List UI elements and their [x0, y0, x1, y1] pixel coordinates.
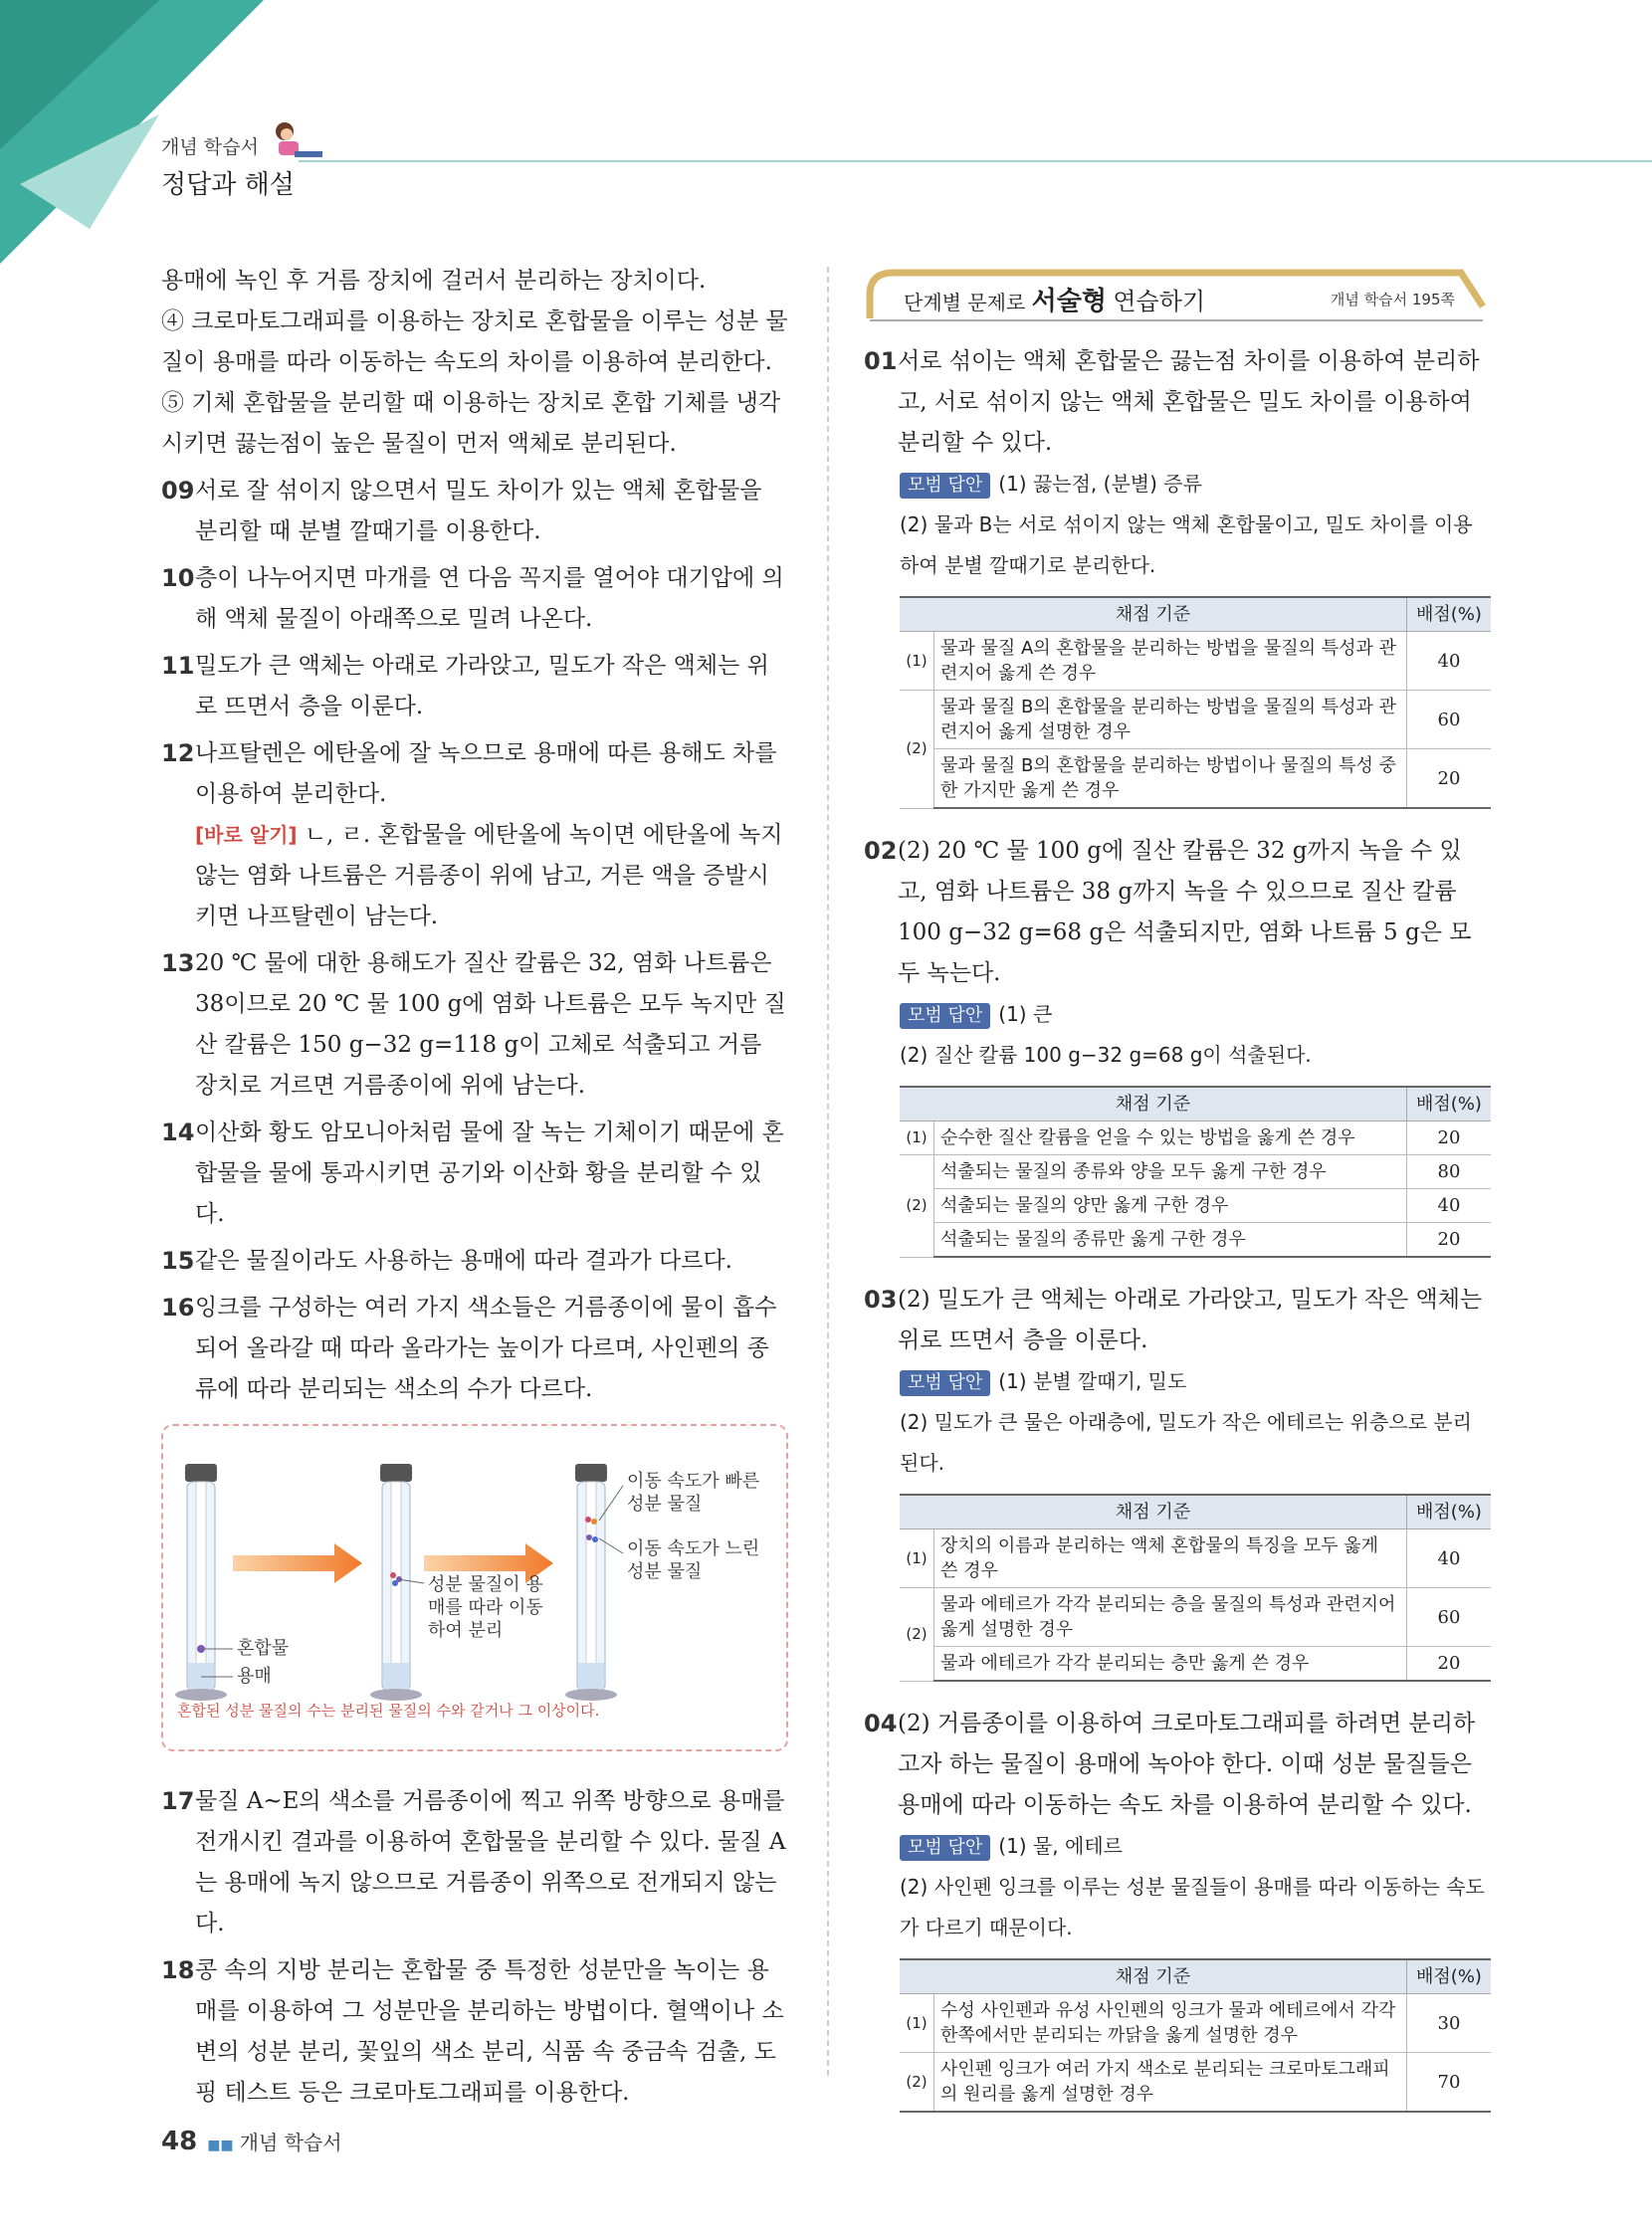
explanation-text: (2) 거름종이를 이용하여 크로마토그래피를 하려면 분리하고자 하는 물질이 용매에 녹아야 한다. 이때 성분 물질들은 용매에 따라 이동하는 속도 차를 이용하여 분리할 수 있다. — [898, 1711, 1476, 1818]
item-text: 층이 나누어지면 마개를 연 다음 꼭지를 열어야 대기압에 의해 액체 물질이 아래쪽으로 밀려 나온다. — [195, 565, 784, 632]
item-number: 10 — [161, 564, 195, 592]
item-text: 밀도가 큰 액체는 아래로 가라앉고, 밀도가 작은 액체는 위로 뜨면서 층을 이룬다. — [195, 653, 769, 719]
table-row — [900, 2053, 1491, 2113]
item-number: 15 — [161, 1247, 195, 1275]
criteria-header: 채점 기준 — [900, 1087, 1407, 1121]
answer-item-13 — [161, 943, 788, 1107]
right-column — [864, 341, 1491, 2135]
score-cell: 20 — [1407, 1647, 1492, 1682]
correction-text: ㄴ, ㄹ. 혼합물을 에탄올에 녹이면 에탄올에 녹지 않는 염화 나트륨은 거름종이 위에 남고, 거른 액을 증발시키면 나프탈렌이 남는다. — [195, 822, 783, 929]
scoring-table-01 — [900, 596, 1491, 809]
score-header: 배점(%) — [1407, 1495, 1492, 1529]
continued-text-1: 용매에 녹인 후 거름 장치에 걸러서 분리하는 장치이다. — [161, 268, 707, 294]
row-label: (2) — [900, 1588, 934, 1682]
item-number: 14 — [161, 1119, 195, 1146]
item-number: 13 — [161, 949, 195, 977]
row-label: (1) — [900, 1994, 934, 2053]
answer-item-12 — [161, 733, 788, 937]
answer-part-2: (2) 질산 칼륨 100 g−32 g=68 g이 석출된다. — [900, 1043, 1312, 1067]
item-number: 01 — [864, 347, 898, 375]
scoring-table-03 — [900, 1494, 1491, 1682]
mixture-label: 혼합물 — [237, 1638, 290, 1659]
square-bullets-icon: ■■ — [207, 2138, 234, 2153]
header-title: 개념 학습서 — [161, 136, 259, 158]
model-answer-03 — [864, 1361, 1491, 1484]
item-number: 02 — [864, 837, 898, 865]
item-number: 03 — [864, 1286, 898, 1314]
score-cell: 40 — [1407, 1529, 1492, 1588]
model-answer-badge: 모범 답안 — [900, 1370, 990, 1396]
continued-text-3: ⑤ 기체 혼합물을 분리할 때 이용하는 장치로 혼합 기체를 냉각시키면 끓는점이 높은 물질이 먼저 액체로 분리된다. — [161, 390, 781, 457]
score-cell: 80 — [1407, 1155, 1492, 1189]
score-cell: 40 — [1407, 1189, 1492, 1223]
row-label: (2) — [900, 691, 934, 809]
score-cell: 20 — [1407, 749, 1492, 809]
criteria-cell: 물과 물질 B의 혼합물을 분리하는 방법이나 물질의 특성 중 한 가지만 옳게 쓴 경우 — [934, 749, 1407, 809]
item-text: 20 ℃ 물에 대한 용해도가 질산 칼륨은 32, 염화 나트륨은 38이므로 20 ℃ 물 100 g에 염화 나트륨은 모두 녹지만 질산 칼륨은 150 g−32 g=118 g이 고체로 석출되고 거름 장치로 거르면 거름종이에 위에 남는다. — [195, 950, 786, 1099]
score-header: 배점(%) — [1407, 1087, 1492, 1121]
item-number: 11 — [161, 652, 195, 680]
criteria-header: 채점 기준 — [900, 1495, 1407, 1529]
item-text: 콩 속의 지방 분리는 혼합물 중 특정한 성분만을 녹이는 용매를 이용하여 그 성분만을 분리하는 방법이다. 혈액이나 소변의 성분 분리, 꽃잎의 색소 분리, 식품 속 중금속 검출, 도핑 테스트 등은 크로마토그래피를 이용한다. — [195, 1957, 784, 2106]
answer-item-15 — [161, 1241, 788, 1282]
question-01 — [864, 341, 1491, 464]
answer-part-2: (2) 밀도가 큰 물은 아래층에, 밀도가 작은 에테르는 위층으로 분리된다. — [900, 1410, 1472, 1475]
page-number: 48 — [161, 2127, 198, 2156]
item-number: 12 — [161, 739, 195, 767]
footer-label: 개념 학습서 — [239, 2131, 342, 2154]
score-cell: 30 — [1407, 1994, 1492, 2053]
score-cell: 60 — [1407, 1588, 1492, 1647]
model-answer-badge: 모범 답안 — [900, 1003, 990, 1029]
criteria-cell: 석출되는 물질의 양만 옳게 구한 경우 — [934, 1189, 1407, 1223]
criteria-cell: 수성 사인펜과 유성 사인펜의 잉크가 물과 에테르에서 각각 한쪽에서만 분리되는 까닭을 옳게 설명한 경우 — [934, 1994, 1407, 2053]
table-row — [900, 691, 1491, 749]
answer-part-1: (1) 큰 — [998, 1002, 1053, 1026]
criteria-header: 채점 기준 — [900, 597, 1407, 632]
model-answer-01 — [864, 464, 1491, 586]
score-cell: 20 — [1407, 1223, 1492, 1258]
section-title — [904, 281, 1205, 317]
answer-item-14 — [161, 1113, 788, 1235]
answer-item-16 — [161, 1288, 788, 1410]
item-number: 04 — [864, 1710, 898, 1737]
score-cell: 20 — [1407, 1121, 1492, 1155]
explanation-text: (2) 밀도가 큰 액체는 아래로 가라앉고, 밀도가 작은 액체는 위로 뜨면서 층을 이룬다. — [898, 1287, 1483, 1353]
criteria-cell: 물과 에테르가 각각 분리되는 층을 물질의 특성과 관련지어 옳게 설명한 경우 — [934, 1588, 1407, 1647]
table-row — [900, 1647, 1491, 1682]
item-number: 16 — [161, 1294, 195, 1322]
criteria-cell: 장치의 이름과 분리하는 액체 혼합물의 특징을 모두 옳게 쓴 경우 — [934, 1529, 1407, 1588]
answer-part-1: (1) 물, 에테르 — [998, 1834, 1123, 1858]
table-row — [900, 1155, 1491, 1189]
criteria-cell: 물과 물질 B의 혼합물을 분리하는 방법을 물질의 특성과 관련지어 옳게 설명한 경우 — [934, 691, 1407, 749]
table-row — [900, 749, 1491, 809]
page-footer — [161, 2127, 342, 2156]
question-03 — [864, 1280, 1491, 1361]
scoring-table-02 — [900, 1086, 1491, 1258]
correction-label: [바로 알기] — [195, 823, 298, 847]
explanation-text: (2) 20 ℃ 물 100 g에 질산 칼륨은 32 g까지 녹을 수 있고, 염화 나트륨은 38 g까지 녹을 수 있으므로 질산 칼륨 100 g−32 g=68 g은 석출되지만, 염화 나트륨 5 g은 모두 녹는다. — [898, 838, 1472, 986]
table-row — [900, 1529, 1491, 1588]
score-header: 배점(%) — [1407, 597, 1492, 632]
row-label: (1) — [900, 1529, 934, 1588]
section-title-pre: 단계별 문제로 — [904, 291, 1026, 314]
question-04 — [864, 1704, 1491, 1826]
answer-part-1: (1) 끓는점, (분별) 증류 — [998, 472, 1202, 496]
header-subtitle: 정답과 해설 — [161, 170, 295, 200]
figure-caption: 혼합된 성분 물질의 수는 분리된 물질의 수와 같거나 그 이상이다. — [177, 1702, 600, 1720]
score-cell: 70 — [1407, 2053, 1492, 2113]
answer-item-11 — [161, 646, 788, 727]
score-cell: 60 — [1407, 691, 1492, 749]
question-02 — [864, 831, 1491, 994]
criteria-cell: 순수한 질산 칼륨을 얻을 수 있는 방법을 옳게 쓴 경우 — [934, 1121, 1407, 1155]
table-row — [900, 1223, 1491, 1258]
item-text: 서로 잘 섞이지 않으면서 밀도 차이가 있는 액체 혼합물을 분리할 때 분별 깔때기를 이용한다. — [195, 478, 762, 544]
row-label: (2) — [900, 2053, 934, 2113]
table-row — [900, 1588, 1491, 1647]
table-row — [900, 1994, 1491, 2053]
table-row — [900, 1189, 1491, 1223]
criteria-cell: 물과 물질 A의 혼합물을 분리하는 방법을 물질의 특성과 관련지어 옳게 쓴 경우 — [934, 632, 1407, 691]
fast-component-label: 이동 속도가 빠른 성분 물질 — [627, 1471, 760, 1515]
header-rule — [299, 160, 1652, 162]
criteria-cell: 석출되는 물질의 종류만 옳게 구한 경우 — [934, 1223, 1407, 1258]
item-text: 같은 물질이라도 사용하는 용매에 따라 결과가 다르다. — [195, 1248, 732, 1274]
answer-item-18 — [161, 1950, 788, 2114]
score-cell: 40 — [1407, 632, 1492, 691]
section-title-bold: 서술형 — [1031, 287, 1107, 316]
item-text: 이산화 황도 암모니아처럼 물에 잘 녹는 기체이기 때문에 혼합물을 물에 통과시키면 공기와 이산화 황을 분리할 수 있다. — [195, 1120, 784, 1227]
chromatography-figure — [161, 1424, 788, 1751]
separation-label: 성분 물질이 용매를 따라 이동하여 분리 — [428, 1574, 543, 1641]
answer-item-10 — [161, 558, 788, 640]
scoring-table-04 — [900, 1958, 1491, 2113]
answer-part-2: (2) 물과 B는 서로 섞이지 않는 액체 혼합물이고, 밀도 차이를 이용하여 분별 깔때기로 분리한다. — [900, 512, 1473, 577]
column-divider — [827, 267, 829, 2076]
table-row — [900, 1121, 1491, 1155]
section-title-post: 연습하기 — [1113, 288, 1206, 315]
item-text: 물질 A~E의 색소를 거름종이에 찍고 위쪽 방향으로 용매를 전개시킨 결과를 이용하여 혼합물을 분리할 수 있다. 물질 A는 용매에 녹지 않으므로 거름종이 위쪽으로 전개되지 않는다. — [195, 1788, 786, 1936]
model-answer-badge: 모범 답안 — [900, 1835, 990, 1861]
student-illustration — [265, 117, 324, 161]
answer-part-1: (1) 분별 깔때기, 밀도 — [998, 1369, 1187, 1393]
model-answer-04 — [864, 1826, 1491, 1948]
answer-item-09 — [161, 471, 788, 552]
item-number: 18 — [161, 1956, 195, 1984]
item-number: 17 — [161, 1787, 195, 1815]
continued-text-2: ④ 크로마토그래피를 이용하는 장치로 혼합물을 이루는 성분 물질이 용매를 따라 이동하는 속도의 차이를 이용하여 분리한다. — [161, 308, 788, 375]
item-text: 나프탈렌은 에탄올에 잘 녹으므로 용매에 따른 용해도 차를 이용하여 분리한다. — [195, 740, 777, 807]
answer-part-2: (2) 사인펜 잉크를 이루는 성분 물질들이 용매를 따라 이동하는 속도가 다르기 때문이다. — [900, 1875, 1485, 1939]
row-label: (1) — [900, 632, 934, 691]
model-answer-02 — [864, 994, 1491, 1076]
criteria-cell: 물과 에테르가 각각 분리되는 층만 옳게 쓴 경우 — [934, 1647, 1407, 1682]
criteria-cell: 사인펜 잉크가 여러 가지 색소로 분리되는 크로마토그래피의 원리를 옳게 설명한 경우 — [934, 2053, 1407, 2113]
row-label: (2) — [900, 1155, 934, 1258]
left-column — [161, 261, 788, 2120]
criteria-header: 채점 기준 — [900, 1959, 1407, 1994]
section-page-ref: 개념 학습서 195쪽 — [1330, 291, 1455, 308]
model-answer-badge: 모범 답안 — [900, 473, 990, 499]
section-header — [864, 267, 1489, 324]
slow-component-label: 이동 속도가 느린 성분 물질 — [627, 1538, 760, 1582]
explanation-text: 서로 섞이는 액체 혼합물은 끓는점 차이를 이용하여 분리하고, 서로 섞이지 않는 액체 혼합물은 밀도 차이를 이용하여 분리할 수 있다. — [898, 348, 1480, 456]
table-row — [900, 632, 1491, 691]
item-text: 잉크를 구성하는 여러 가지 색소들은 거름종이에 물이 흡수되어 올라갈 때 따라 올라가는 높이가 다르며, 사인펜의 종류에 따라 분리되는 색소의 수가 다르다. — [195, 1295, 777, 1402]
correction-note — [195, 815, 788, 937]
solvent-label: 용매 — [237, 1666, 272, 1687]
criteria-cell: 석출되는 물질의 종류와 양을 모두 옳게 구한 경우 — [934, 1155, 1407, 1189]
item-number: 09 — [161, 477, 195, 505]
score-header: 배점(%) — [1407, 1959, 1492, 1994]
row-label: (1) — [900, 1121, 934, 1155]
answer-item-17 — [161, 1781, 788, 1944]
